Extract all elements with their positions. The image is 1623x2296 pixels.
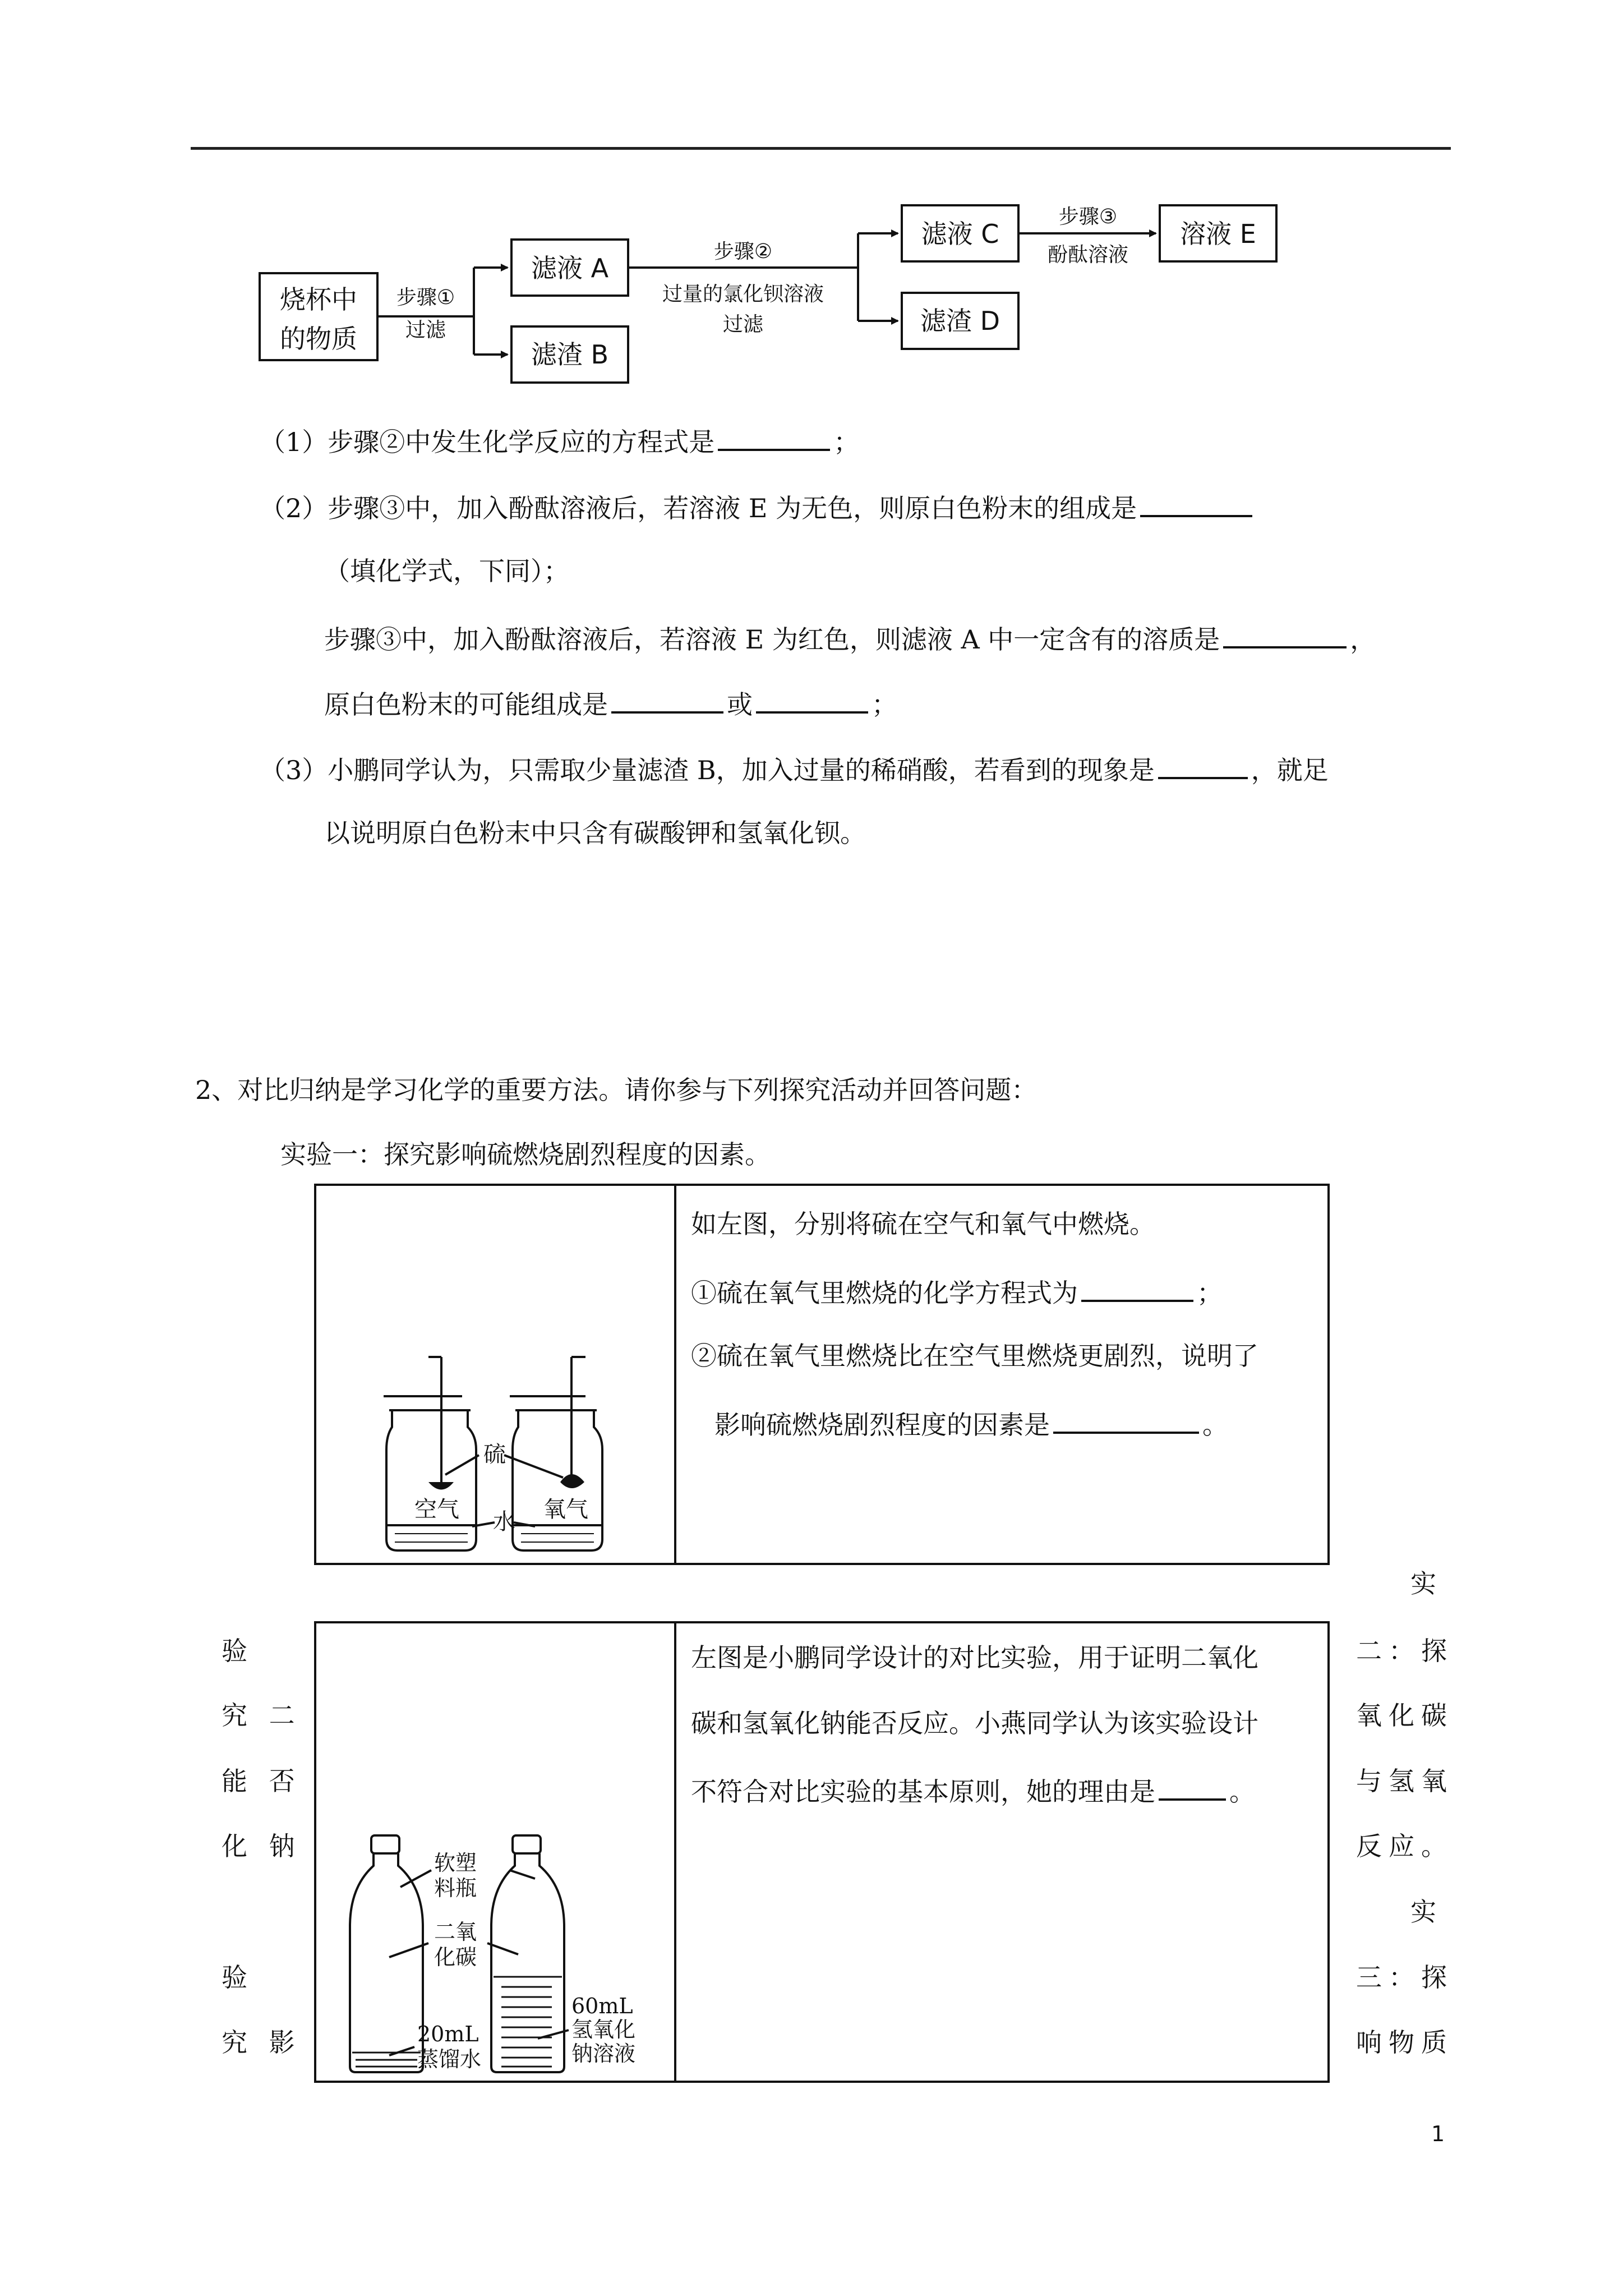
- solution-e-label: 溶液 E: [1180, 219, 1256, 249]
- q1-line7-text: 以说明原白色粉末中只含有碳酸钾和氢氧化钡。: [324, 818, 866, 848]
- figure-label-oxygen: 氧气: [543, 1497, 588, 1522]
- filtrate-c-label: 滤液 C: [921, 219, 999, 249]
- left-col-4: 化 钠: [222, 1831, 302, 1861]
- figure-label-bottle-1: 软塑: [434, 1851, 477, 1875]
- answer-blank[interactable]: [1081, 1277, 1193, 1302]
- figure-label-bottle-2: 料瓶: [434, 1876, 477, 1901]
- answer-blank[interactable]: [718, 426, 830, 451]
- left-col-1: 验: [222, 1636, 254, 1666]
- beaker-label-line2: 的物质: [280, 324, 357, 354]
- q1-line1: [260, 426, 859, 455]
- exp1-title-text: 实验一：探究影响硫燃烧剧烈程度的因素。: [280, 1139, 771, 1170]
- q1-line5-or: 或: [727, 689, 753, 720]
- exp2-line3-text: 不符合对比实验的基本原则，她的理由是: [691, 1777, 1155, 1807]
- q1-line1-text: （1）步骤②中发生化学反应的方程式是: [260, 427, 715, 457]
- left-col-2: 究 二: [222, 1700, 302, 1731]
- exp1-text-line1: 如左图，分别将硫在空气和氧气中燃烧。: [691, 1209, 1155, 1239]
- q1-line5-end: ；: [872, 689, 897, 720]
- figure-label-sulfur: 硫: [483, 1442, 506, 1467]
- exp2-table: [314, 1621, 1330, 2083]
- step2-reagent: 过量的氯化钡溶液: [662, 283, 824, 306]
- answer-blank[interactable]: [756, 689, 868, 714]
- figure-label-air: 空气: [414, 1497, 459, 1522]
- figure-label-water: 水: [493, 1509, 515, 1535]
- residue-b-label: 滤渣 B: [531, 339, 609, 370]
- figure-label-co2-1: 二氧: [434, 1920, 477, 1944]
- exp1-title: [280, 1139, 771, 1170]
- q1-line6-end: ，就足: [1251, 755, 1329, 785]
- q1-line4: [324, 624, 1376, 655]
- q1-line7: [324, 820, 866, 846]
- q1-line3: [324, 558, 569, 584]
- residue-d-label: 滤渣 D: [920, 306, 1000, 336]
- exp1-line4-text: 影响硫燃烧剧烈程度的因素是: [714, 1410, 1050, 1440]
- step3-reagent: 酚酞溶液: [1047, 243, 1129, 266]
- exp1-line2-end: ；: [1197, 1278, 1223, 1308]
- right-col-8: 响物质: [1356, 2027, 1454, 2058]
- answer-blank[interactable]: [1223, 624, 1347, 648]
- exp1-line4-end: 。: [1202, 1410, 1228, 1440]
- exp1-table-divider: [674, 1186, 676, 1563]
- right-col-6: 实: [1410, 1897, 1443, 1927]
- figure-label-co2-2: 化碳: [434, 1945, 477, 1970]
- q1-line2: [260, 493, 1256, 521]
- q1-line4-text: 步骤③中，加入酚酞溶液后，若溶液 E 为红色，则滤液 A 中一定含有的溶质是: [324, 624, 1220, 655]
- q2-intro-text: 2、对比归纳是学习化学的重要方法。请你参与下列探究活动并回答问题：: [195, 1075, 1038, 1105]
- q2-intro: [195, 1077, 1037, 1103]
- beaker-label-line1: 烧杯中: [280, 284, 357, 315]
- figure-label-naoh-vol: 60mL: [571, 1994, 633, 2018]
- exp1-text-line3: ②硫在氧气里燃烧比在空气里燃烧更剧烈，说明了: [691, 1341, 1258, 1371]
- right-col-3: 氧化碳: [1356, 1700, 1454, 1731]
- co2-naoh-figure: [316, 1623, 674, 2081]
- left-col-3: 能 否: [222, 1766, 302, 1796]
- right-col-1: 实: [1410, 1568, 1443, 1599]
- exp2-text-line1: 左图是小鹏同学设计的对比实验，用于证明二氧化: [691, 1642, 1258, 1673]
- figure-label-water-vol: 20mL: [417, 2022, 479, 2046]
- exp1-table: [314, 1184, 1330, 1565]
- exp2-table-divider: [674, 1623, 676, 2081]
- process-flowchart: [0, 0, 1623, 404]
- step3-label: 步骤③: [1058, 205, 1118, 228]
- exp2-line3-end: 。: [1229, 1777, 1255, 1807]
- right-col-7: 三：探: [1356, 1962, 1454, 1993]
- figure-label-water-name: 蒸馏水: [417, 2047, 482, 2072]
- filtrate-a-label: 滤液 A: [531, 253, 609, 283]
- exp1-line2-text: ①硫在氧气里燃烧的化学方程式为: [691, 1278, 1078, 1308]
- step2-action: 过滤: [722, 313, 764, 336]
- answer-blank[interactable]: [1158, 754, 1248, 779]
- right-col-4: 与氢氧: [1356, 1766, 1454, 1796]
- answer-blank[interactable]: [1159, 1776, 1226, 1801]
- page-number: 1: [1431, 2122, 1445, 2146]
- step2-label: 步骤②: [713, 240, 773, 263]
- exp1-text-line2: [691, 1277, 1223, 1306]
- step1-action: 过滤: [405, 319, 446, 342]
- exp2-text-line3: [691, 1776, 1255, 1805]
- answer-blank[interactable]: [1053, 1409, 1199, 1434]
- exp1-text-line4: [714, 1409, 1228, 1438]
- left-col-5: 验: [222, 1962, 254, 1993]
- q1-line6-text: （3）小鹏同学认为，只需取少量滤渣 B，加入过量的稀硝酸，若看到的现象是: [260, 755, 1155, 785]
- step1-label: 步骤①: [396, 286, 455, 309]
- figure-label-naoh-name-2: 钠溶液: [571, 2041, 636, 2066]
- exp2-text-line2: 碳和氢氧化钠能否反应。小燕同学认为该实验设计: [691, 1708, 1258, 1738]
- q1-line1-end: ；: [833, 427, 860, 457]
- sulfur-combustion-figure: [316, 1186, 674, 1563]
- q1-line5: [324, 689, 897, 720]
- left-col-6: 究 影: [222, 2027, 302, 2058]
- q1-line4-end: ，: [1350, 624, 1376, 655]
- right-col-5: 反应。: [1356, 1831, 1454, 1861]
- q1-line5-text: 原白色粉末的可能组成是: [324, 689, 608, 720]
- answer-blank[interactable]: [1140, 493, 1252, 517]
- q1-line3-text: （填化学式，下同）；: [324, 556, 569, 586]
- answer-blank[interactable]: [611, 689, 723, 714]
- q1-line2-text: （2）步骤③中，加入酚酞溶液后，若溶液 E 为无色，则原白色粉末的组成是: [260, 493, 1137, 523]
- figure-label-naoh-name-1: 氢氧化: [571, 2017, 636, 2042]
- right-col-2: 二：探: [1356, 1636, 1454, 1666]
- q1-line6: [260, 754, 1329, 783]
